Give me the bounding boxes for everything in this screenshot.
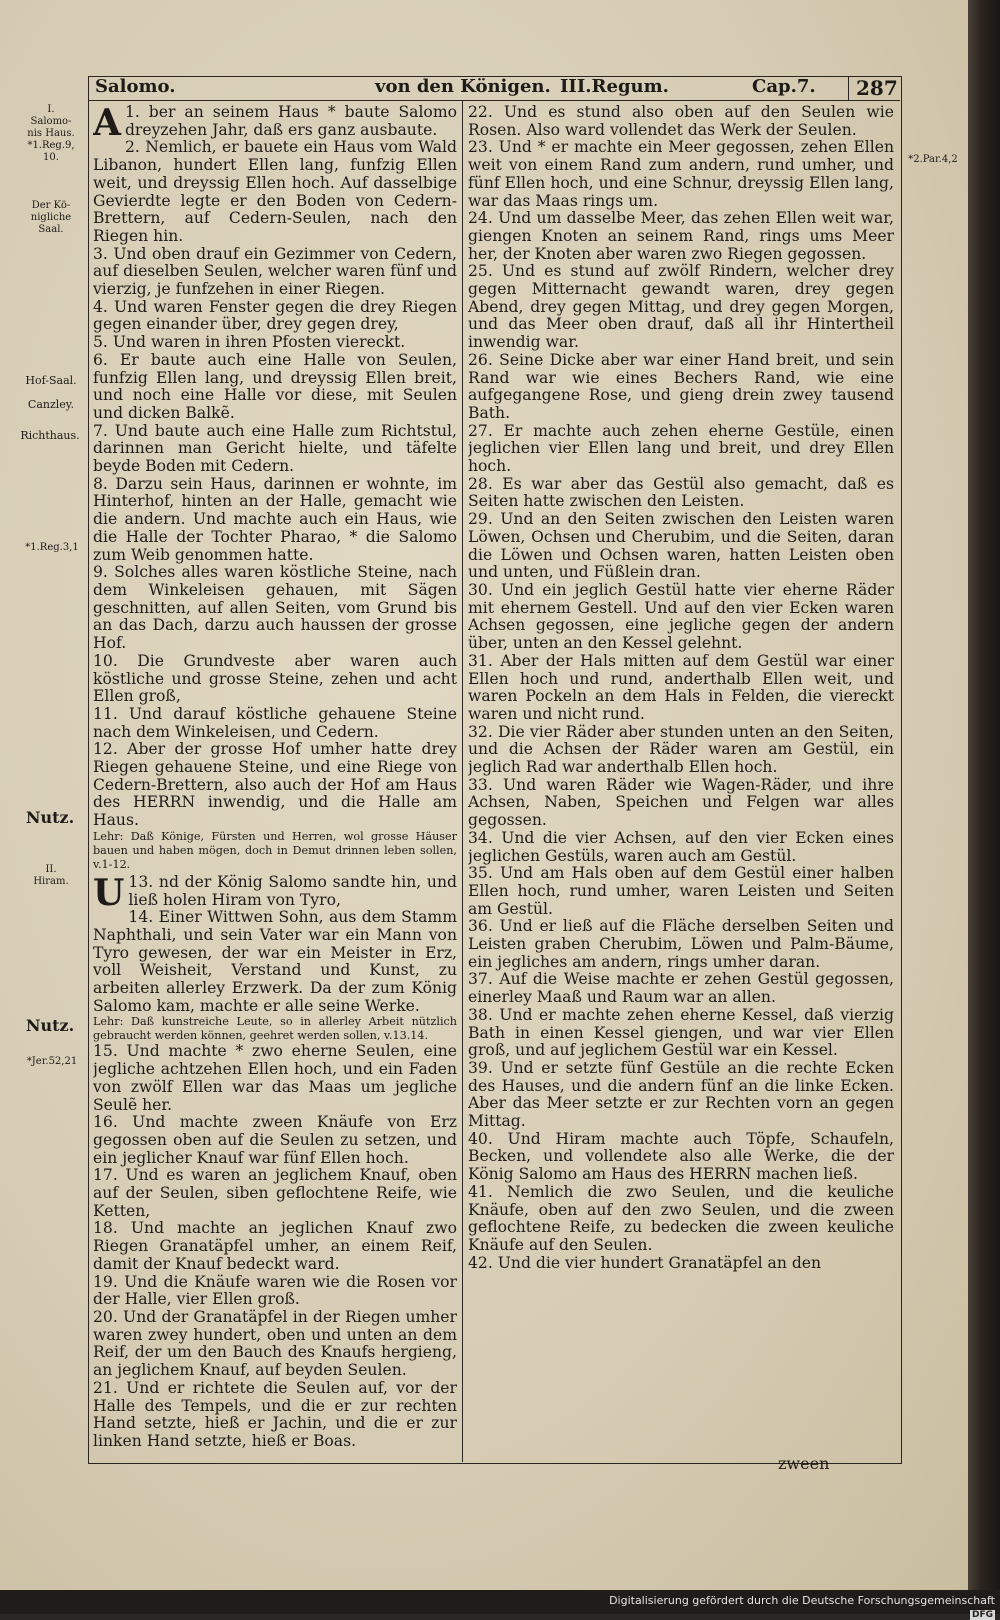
page-number: 287	[856, 76, 898, 100]
verse-38: 38. Und er machte zehen eherne Kessel, daß vierzig Bath in einen Kessel giengen, und war vier Ellen groß, und auf jeglichem Gestül war ein Kessel.	[468, 1005, 894, 1060]
verse-30: 30. Und ein jeglich Gestül hatte vier eherne Räder mit ehernem Gestell. Und auf den vier Ecken waren Achsen gegossen, eine jegliche gegen der andern über, unten an den Kessel gelehnt.	[468, 580, 894, 653]
verse-29: 29. Und an den Seiten zwischen den Leisten waren Löwen, Ochsen und Cherubim, und die Seiten, daran die Löwen und Ochsen waren, hatten Leisten oben und unten, und Füßlein dran.	[468, 510, 894, 582]
margin-note-nutz: Nutz.	[25, 808, 75, 827]
verse-26: 26. Seine Dicke aber war einer Hand breit, und sein Rand war wie eines Bechers Rand, wie eine aufgegangene Rose, und gieng drein zwey tausend Bath.	[468, 350, 894, 422]
header-left: Salomo.	[95, 76, 176, 97]
verse-24: 24. Und um dasselbe Meer, das zehen Ellen weit war, giengen Knoten an seinem Rand, rings ums Meer her, der Knoten aber waren zwo Riegen gegossen.	[468, 209, 894, 263]
column-divider	[462, 100, 463, 1462]
verse-25: 25. Und es stund auf zwölf Rindern, welcher drey gegen Mitternacht gewandt waren, drey gegen Abend, drey gegen Mittag, und drey gegen Morgen, und das Meer oben drauf, daß all ihr Hintertheil inwendig war.	[468, 262, 894, 352]
header-chapter: Cap.7.	[752, 76, 816, 97]
margin-note: Der Kö- nigliche Saal.	[30, 200, 72, 235]
verse-36: 36. Und er ließ auf die Fläche derselben Seiten und Leisten graben Cherubim, Löwen und Palm-Bäume, ein jegliches am andern, rings umher daran.	[468, 917, 894, 971]
margin-note-nutz: Nutz.	[25, 1016, 75, 1035]
verse-14: 14. Einer Wittwen Sohn, aus dem Stamm Naphthali, und sein Vater war ein Mann von Tyro gewesen, der war ein Meister in Erz, voll Weisheit, Verstand und Kunst, zu arbeiten allerley Erzwerk. Da der zum König Salomo kam, machte er alle seine Werke.	[93, 908, 457, 1015]
margin-note: II. Hiram.	[33, 864, 69, 887]
margin-note: Hof-Saal.	[25, 374, 77, 387]
header-rule	[88, 100, 900, 101]
verse-13: U 13. nd der König Salomo sandte hin, und ließ holen Hiram von Tyro,	[93, 871, 457, 914]
page-number-divider	[848, 76, 849, 100]
verse-4: 4. Und waren Fenster gegen die drey Riegen gegen einander über, drey gegen drey,	[93, 297, 457, 334]
verse-37: 37. Auf die Weise machte er zehen Gestül gegossen, einerley Maaß und Raum war an allen.	[468, 970, 894, 1007]
verse-12: 12. Aber der grosse Hof umher hatte drey Riegen gehauene Steine, und eine Riege von Cedern-Brettern, also auch der Hof am Haus des HERRN inwendig, und die Halle am Haus.	[93, 740, 457, 830]
margin-note: *2.Par.4,2	[908, 154, 958, 165]
lehr-note: Lehr: Daß kunstreiche Leute, so in allerley Arbeit nützlich gebraucht werden können, geehret werden sollen, v.13.14.	[93, 1015, 457, 1043]
verse-20: 20. Und der Granatäpfel in der Riegen umher waren zwey hundert, oben und unten an dem Reif, der um den Bauch des Knaufs hergieng, an jeglichem Knauf, auf beyden Seulen.	[93, 1308, 457, 1380]
margin-note: *1.Reg.3,1	[25, 542, 79, 553]
verse-28: 28. Es war aber das Gestül also gemacht, daß es Seiten hatte zwischen den Leisten.	[468, 474, 894, 511]
verse-42: 42. Und die vier hundert Granatäpfel an den	[468, 1253, 822, 1272]
verse-34: 34. Und die vier Achsen, auf den vier Ecken eines jeglichen Gestüls, waren auch am Gestül.	[468, 828, 894, 865]
margin-note: Canzley.	[27, 398, 75, 411]
verse-40: 40. Und Hiram machte auch Töpfe, Schaufeln, Becken, und vollendete also alle Werke, die der König Salomo am Haus des HERRN machen ließ.	[468, 1129, 894, 1184]
header-center: von den Königen.	[375, 76, 551, 97]
page-edge-shadow	[968, 0, 1000, 1590]
verse-22: 22. Und es stund also oben auf den Seulen wie Rosen. Also ward vollendet das Werk der Seulen.	[468, 104, 894, 139]
verse-17: 17. Und es waren an jeglichem Knauf, oben auf der Seulen, siben geflochtene Reife, wie Ketten,	[93, 1166, 457, 1220]
margin-note: Richthaus.	[20, 429, 80, 442]
verse-35: 35. Und am Hals oben auf dem Gestül einer halben Ellen hoch, rund umher, waren Leisten und Seiten am Gestül.	[468, 864, 894, 918]
verse-2: 2. Nemlich, er bauete ein Haus vom Wald Libanon, hundert Ellen lang, funfzig Ellen weit, und dreyssig Ellen hoch. Auf dasselbige Gevierdte legte er den Boden von Cedern-Brettern, auf Cedern-Seulen, nach den Riegen hin.	[93, 138, 457, 245]
verse-21: 21. Und er richtete die Seulen auf, vor der Halle des Tempels, und die er zur rechten Hand setzte, hieß er Jachin, und die er zur linken Hand setzte, hieß er Boas.	[93, 1378, 457, 1450]
lehr-note: Lehr: Daß Könige, Fürsten und Herren, wol grosse Häuser bauen und haben mögen, doch in Demut drinnen leben sollen, v.1-12.	[93, 829, 457, 871]
left-text-column	[93, 104, 457, 1456]
digitization-footer	[605, 1594, 995, 1620]
footer-text: Digitalisierung gefördert durch die Deutsche Forschungsgemeinschaft	[609, 1594, 995, 1607]
verse-41: 41. Nemlich die zwo Seulen, und die keuliche Knäufe, oben auf den zwo Seulen, und die zween geflochtene Reife, zu bedecken die zween keuliche Knäufe auf den Seulen.	[468, 1182, 894, 1254]
verse-8: 8. Darzu sein Haus, darinnen er wohnte, im Hinterhof, hinten an der Halle, gemacht wie die andern. Und machte auch ein Haus, wie die Halle der Tochter Pharao, * die Salomo zum Weib genommen hatte.	[93, 474, 457, 564]
verse-31: 31. Aber der Hals mitten auf dem Gestül war einer Ellen hoch und rund, anderthalb Ellen weit, und waren Pockeln an dem Hals in Felden, die viereckt waren und nicht rund.	[468, 651, 894, 723]
drop-capital: A	[93, 104, 121, 144]
drop-capital: U	[93, 871, 125, 914]
verse-1: A 1. ber an seinem Haus * baute Salomo dreyzehen Jahr, daß ers ganz ausbaute.	[93, 104, 457, 144]
verse-39: 39. Und er setzte fünf Gestüle an die rechte Ecken des Hauses, und die andern fünf an die linke Ecken. Aber das Meer setzte er zur Rechten vorn an gegen Mittag.	[468, 1058, 894, 1131]
verse-18: 18. Und machte an jeglichen Knauf zwo Riegen Granatäpfel umher, an einem Reif, damit der Knauf bedeckt ward.	[93, 1219, 457, 1273]
verse-10: 10. Die Grundveste aber waren auch köstliche und grosse Steine, zehen und acht Ellen groß,	[93, 651, 457, 706]
margin-note: *Jer.52,21	[26, 1056, 78, 1067]
verse-27: 27. Er machte auch zehen eherne Gestüle, einen jeglichen vier Ellen lang und breit, und drey Ellen hoch.	[468, 421, 894, 476]
verse-23: 23. Und * er machte ein Meer gegossen, zehen Ellen weit von einem Rand zum andern, rund umher, und fünf Ellen hoch, und eine Schnur, dreyssig Ellen lang, war das Maas rings um.	[468, 138, 894, 210]
verse-32: 32. Die vier Räder aber stunden unten an den Seiten, und die Achsen der Räder waren am Gestül, ein jeglich Rad war anderthalb Ellen hoch.	[468, 722, 894, 777]
verse-33: 33. Und waren Räder wie Wagen-Räder, und ihre Achsen, Naben, Speichen und Felgen war alles gegossen.	[468, 775, 894, 830]
verse-16: 16. Und machte zween Knäufe von Erz gegossen oben auf die Seulen zu setzen, und ein jeglicher Knauf war fünf Ellen hoch.	[93, 1113, 457, 1167]
verse-7: 7. Und baute auch eine Halle zum Richtstul, darinnen man Gericht hielte, und täfelte beyde Boden mit Cedern.	[93, 421, 457, 476]
header-book: III.Regum.	[560, 76, 669, 97]
dfg-logo: DFG	[971, 1610, 993, 1620]
right-text-column	[468, 104, 894, 1456]
verse-15: 15. Und machte * zwo eherne Seulen, eine jegliche achtzehen Ellen hoch, und ein Faden von zwölf Ellen war das Maas um jegliche Seulẽ her.	[93, 1042, 457, 1114]
verse-11: 11. Und darauf köstliche gehauene Steine nach dem Winkeleisen, und Cedern.	[93, 704, 457, 741]
verse-5: 5. Und waren in ihren Pfosten viereckt.	[93, 333, 406, 352]
verse-6: 6. Er baute auch eine Halle von Seulen, funfzig Ellen lang, und dreyssig Ellen breit, und noch eine Halle vor diese, mit Seulen und dicken Balkẽ.	[93, 350, 457, 422]
verse-9: 9. Solches alles waren köstliche Steine, nach dem Winkeleisen gehauen, mit Sägen geschnitten, auf allen Seiten, vom Grund bis an das Dach, darzu auch haussen der grosse Hof.	[93, 563, 457, 653]
catchword: zween	[778, 1454, 830, 1473]
verse-3: 3. Und oben drauf ein Gezimmer von Cedern, auf dieselben Seulen, welcher waren fünf und vierzig, je funfzehen in einer Riegen.	[93, 244, 457, 299]
margin-note: I. Salomo- nis Haus. *1.Reg.9, 10.	[27, 104, 75, 163]
verse-19: 19. Und die Knäufe waren wie die Rosen vor der Halle, vier Ellen groß.	[93, 1272, 457, 1309]
